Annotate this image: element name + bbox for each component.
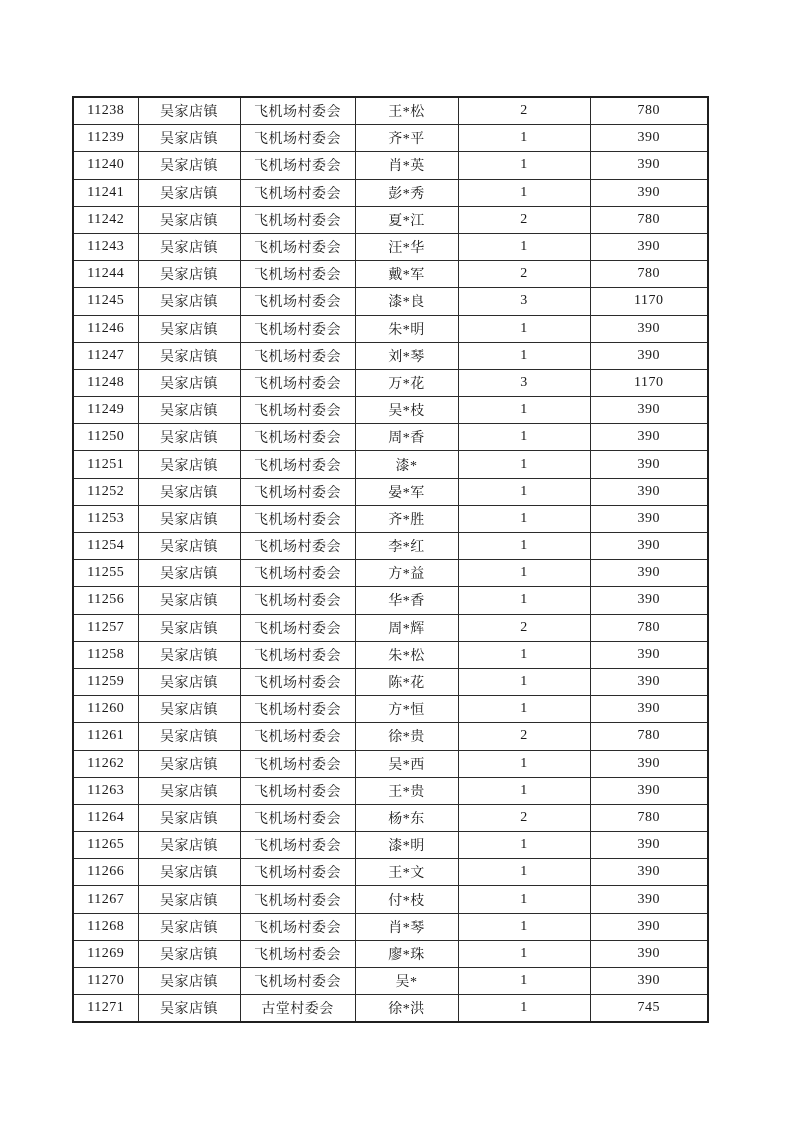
cell-town: 吴家店镇 (138, 505, 240, 532)
cell-serial-number: 11267 (73, 886, 138, 913)
cell-amount: 780 (590, 804, 708, 831)
cell-village-committee: 飞机场村委会 (240, 886, 355, 913)
cell-masked-name: 齐*平 (355, 125, 458, 152)
table-row (73, 97, 708, 125)
cell-amount: 390 (590, 859, 708, 886)
cell-count: 1 (458, 125, 590, 152)
cell-serial-number: 11265 (73, 832, 138, 859)
cell-village-committee: 飞机场村委会 (240, 179, 355, 206)
cell-serial-number: 11242 (73, 206, 138, 233)
cell-village-committee: 飞机场村委会 (240, 859, 355, 886)
cell-town: 吴家店镇 (138, 369, 240, 396)
cell-masked-name: 晏*军 (355, 478, 458, 505)
cell-serial-number: 11246 (73, 315, 138, 342)
cell-serial-number: 11268 (73, 913, 138, 940)
cell-village-committee: 飞机场村委会 (240, 750, 355, 777)
cell-serial-number: 11248 (73, 369, 138, 396)
cell-town: 吴家店镇 (138, 342, 240, 369)
cell-count: 1 (458, 451, 590, 478)
cell-amount: 1170 (590, 369, 708, 396)
cell-masked-name: 陈*花 (355, 668, 458, 695)
cell-amount: 390 (590, 315, 708, 342)
table-row (73, 505, 708, 532)
cell-amount: 390 (590, 832, 708, 859)
cell-serial-number: 11269 (73, 940, 138, 967)
cell-serial-number: 11244 (73, 261, 138, 288)
cell-serial-number: 11263 (73, 777, 138, 804)
cell-village-committee: 飞机场村委会 (240, 206, 355, 233)
table-row (73, 587, 708, 614)
cell-count: 1 (458, 560, 590, 587)
cell-village-committee: 飞机场村委会 (240, 641, 355, 668)
table-row (73, 668, 708, 695)
table-body (73, 97, 708, 1022)
cell-village-committee: 飞机场村委会 (240, 804, 355, 831)
cell-serial-number: 11266 (73, 859, 138, 886)
cell-amount: 390 (590, 968, 708, 995)
cell-amount: 390 (590, 478, 708, 505)
cell-masked-name: 齐*胜 (355, 505, 458, 532)
cell-count: 1 (458, 342, 590, 369)
table-row (73, 777, 708, 804)
cell-serial-number: 11256 (73, 587, 138, 614)
cell-serial-number: 11271 (73, 995, 138, 1023)
cell-serial-number: 11254 (73, 533, 138, 560)
cell-town: 吴家店镇 (138, 859, 240, 886)
cell-serial-number: 11239 (73, 125, 138, 152)
table-row (73, 179, 708, 206)
cell-town: 吴家店镇 (138, 288, 240, 315)
cell-town: 吴家店镇 (138, 641, 240, 668)
cell-serial-number: 11251 (73, 451, 138, 478)
cell-town: 吴家店镇 (138, 206, 240, 233)
cell-amount: 390 (590, 152, 708, 179)
cell-masked-name: 廖*珠 (355, 940, 458, 967)
cell-count: 2 (458, 261, 590, 288)
cell-count: 1 (458, 696, 590, 723)
table-row (73, 641, 708, 668)
cell-count: 3 (458, 288, 590, 315)
cell-masked-name: 付*枝 (355, 886, 458, 913)
cell-village-committee: 飞机场村委会 (240, 614, 355, 641)
cell-town: 吴家店镇 (138, 125, 240, 152)
cell-amount: 1170 (590, 288, 708, 315)
cell-count: 1 (458, 587, 590, 614)
cell-amount: 390 (590, 913, 708, 940)
cell-masked-name: 方*恒 (355, 696, 458, 723)
cell-town: 吴家店镇 (138, 668, 240, 695)
table-row (73, 804, 708, 831)
cell-masked-name: 朱*明 (355, 315, 458, 342)
cell-village-committee: 飞机场村委会 (240, 777, 355, 804)
cell-amount: 390 (590, 750, 708, 777)
cell-count: 1 (458, 668, 590, 695)
table-row (73, 424, 708, 451)
cell-masked-name: 徐*洪 (355, 995, 458, 1023)
cell-serial-number: 11253 (73, 505, 138, 532)
cell-village-committee: 飞机场村委会 (240, 152, 355, 179)
table-row (73, 968, 708, 995)
cell-count: 2 (458, 206, 590, 233)
cell-amount: 390 (590, 233, 708, 260)
cell-masked-name: 汪*华 (355, 233, 458, 260)
cell-count: 1 (458, 152, 590, 179)
cell-amount: 390 (590, 886, 708, 913)
cell-amount: 390 (590, 668, 708, 695)
cell-village-committee: 飞机场村委会 (240, 342, 355, 369)
cell-count: 1 (458, 533, 590, 560)
cell-count: 2 (458, 804, 590, 831)
cell-amount: 780 (590, 614, 708, 641)
cell-amount: 390 (590, 940, 708, 967)
cell-amount: 390 (590, 451, 708, 478)
table-row (73, 152, 708, 179)
cell-masked-name: 肖*英 (355, 152, 458, 179)
cell-amount: 390 (590, 505, 708, 532)
cell-town: 吴家店镇 (138, 587, 240, 614)
cell-town: 吴家店镇 (138, 696, 240, 723)
cell-town: 吴家店镇 (138, 832, 240, 859)
table-row (73, 859, 708, 886)
cell-village-committee: 飞机场村委会 (240, 261, 355, 288)
cell-serial-number: 11261 (73, 723, 138, 750)
cell-masked-name: 王*文 (355, 859, 458, 886)
cell-count: 1 (458, 777, 590, 804)
cell-masked-name: 朱*松 (355, 641, 458, 668)
cell-count: 1 (458, 478, 590, 505)
cell-village-committee: 飞机场村委会 (240, 451, 355, 478)
cell-amount: 390 (590, 424, 708, 451)
cell-town: 吴家店镇 (138, 424, 240, 451)
cell-town: 吴家店镇 (138, 886, 240, 913)
cell-village-committee: 飞机场村委会 (240, 940, 355, 967)
cell-town: 吴家店镇 (138, 777, 240, 804)
cell-town: 吴家店镇 (138, 995, 240, 1023)
cell-town: 吴家店镇 (138, 968, 240, 995)
cell-masked-name: 吴* (355, 968, 458, 995)
cell-count: 1 (458, 641, 590, 668)
cell-village-committee: 飞机场村委会 (240, 97, 355, 125)
cell-masked-name: 王*贵 (355, 777, 458, 804)
cell-serial-number: 11252 (73, 478, 138, 505)
cell-amount: 390 (590, 641, 708, 668)
cell-masked-name: 华*香 (355, 587, 458, 614)
cell-masked-name: 王*松 (355, 97, 458, 125)
cell-amount: 780 (590, 206, 708, 233)
cell-serial-number: 11259 (73, 668, 138, 695)
cell-village-committee: 飞机场村委会 (240, 315, 355, 342)
table-row (73, 696, 708, 723)
cell-village-committee: 飞机场村委会 (240, 668, 355, 695)
cell-count: 1 (458, 995, 590, 1023)
cell-serial-number: 11247 (73, 342, 138, 369)
cell-town: 吴家店镇 (138, 750, 240, 777)
table-row (73, 125, 708, 152)
records-table (72, 96, 709, 1023)
cell-masked-name: 吴*枝 (355, 397, 458, 424)
cell-serial-number: 11264 (73, 804, 138, 831)
cell-amount: 390 (590, 777, 708, 804)
cell-count: 1 (458, 886, 590, 913)
table-row (73, 940, 708, 967)
table-row (73, 233, 708, 260)
cell-masked-name: 方*益 (355, 560, 458, 587)
cell-village-committee: 飞机场村委会 (240, 587, 355, 614)
cell-village-committee: 飞机场村委会 (240, 968, 355, 995)
cell-serial-number: 11255 (73, 560, 138, 587)
cell-town: 吴家店镇 (138, 533, 240, 560)
cell-count: 1 (458, 233, 590, 260)
cell-town: 吴家店镇 (138, 152, 240, 179)
cell-village-committee: 飞机场村委会 (240, 696, 355, 723)
cell-amount: 745 (590, 995, 708, 1023)
cell-village-committee: 飞机场村委会 (240, 233, 355, 260)
cell-count: 1 (458, 505, 590, 532)
cell-count: 1 (458, 315, 590, 342)
cell-serial-number: 11240 (73, 152, 138, 179)
cell-count: 1 (458, 397, 590, 424)
cell-town: 吴家店镇 (138, 614, 240, 641)
cell-masked-name: 周*香 (355, 424, 458, 451)
cell-town: 吴家店镇 (138, 804, 240, 831)
table-row (73, 451, 708, 478)
cell-amount: 390 (590, 696, 708, 723)
cell-town: 吴家店镇 (138, 179, 240, 206)
cell-masked-name: 漆*明 (355, 832, 458, 859)
cell-town: 吴家店镇 (138, 478, 240, 505)
cell-count: 1 (458, 913, 590, 940)
cell-town: 吴家店镇 (138, 315, 240, 342)
cell-serial-number: 11241 (73, 179, 138, 206)
cell-masked-name: 肖*琴 (355, 913, 458, 940)
cell-count: 1 (458, 424, 590, 451)
cell-serial-number: 11249 (73, 397, 138, 424)
cell-serial-number: 11258 (73, 641, 138, 668)
cell-amount: 390 (590, 587, 708, 614)
table-row (73, 288, 708, 315)
table-row (73, 342, 708, 369)
cell-count: 1 (458, 940, 590, 967)
cell-serial-number: 11270 (73, 968, 138, 995)
cell-masked-name: 李*红 (355, 533, 458, 560)
table-row (73, 369, 708, 396)
table-row (73, 533, 708, 560)
cell-town: 吴家店镇 (138, 913, 240, 940)
cell-serial-number: 11260 (73, 696, 138, 723)
cell-town: 吴家店镇 (138, 261, 240, 288)
cell-town: 吴家店镇 (138, 233, 240, 260)
cell-serial-number: 11250 (73, 424, 138, 451)
table-row (73, 913, 708, 940)
cell-masked-name: 杨*东 (355, 804, 458, 831)
table-row (73, 261, 708, 288)
cell-amount: 390 (590, 533, 708, 560)
cell-town: 吴家店镇 (138, 940, 240, 967)
table-row (73, 832, 708, 859)
cell-serial-number: 11257 (73, 614, 138, 641)
cell-count: 2 (458, 614, 590, 641)
cell-village-committee: 飞机场村委会 (240, 397, 355, 424)
cell-masked-name: 吴*西 (355, 750, 458, 777)
cell-town: 吴家店镇 (138, 723, 240, 750)
cell-count: 2 (458, 97, 590, 125)
table-row (73, 560, 708, 587)
cell-village-committee: 飞机场村委会 (240, 560, 355, 587)
cell-amount: 780 (590, 97, 708, 125)
cell-amount: 780 (590, 261, 708, 288)
cell-count: 3 (458, 369, 590, 396)
table-row (73, 397, 708, 424)
cell-count: 1 (458, 179, 590, 206)
cell-masked-name: 漆* (355, 451, 458, 478)
cell-village-committee: 飞机场村委会 (240, 369, 355, 396)
cell-serial-number: 11243 (73, 233, 138, 260)
cell-village-committee: 飞机场村委会 (240, 533, 355, 560)
table-row (73, 614, 708, 641)
cell-village-committee: 古堂村委会 (240, 995, 355, 1023)
cell-masked-name: 夏*江 (355, 206, 458, 233)
table-row (73, 995, 708, 1023)
cell-amount: 390 (590, 560, 708, 587)
cell-count: 2 (458, 723, 590, 750)
cell-village-committee: 飞机场村委会 (240, 424, 355, 451)
cell-amount: 390 (590, 179, 708, 206)
cell-village-committee: 飞机场村委会 (240, 723, 355, 750)
cell-masked-name: 漆*良 (355, 288, 458, 315)
table-row (73, 723, 708, 750)
table-row (73, 206, 708, 233)
cell-town: 吴家店镇 (138, 397, 240, 424)
cell-count: 1 (458, 750, 590, 777)
cell-amount: 390 (590, 125, 708, 152)
cell-village-committee: 飞机场村委会 (240, 125, 355, 152)
cell-amount: 390 (590, 397, 708, 424)
cell-count: 1 (458, 832, 590, 859)
cell-town: 吴家店镇 (138, 560, 240, 587)
cell-town: 吴家店镇 (138, 451, 240, 478)
cell-village-committee: 飞机场村委会 (240, 832, 355, 859)
cell-amount: 390 (590, 342, 708, 369)
cell-count: 1 (458, 859, 590, 886)
cell-masked-name: 周*辉 (355, 614, 458, 641)
cell-village-committee: 飞机场村委会 (240, 505, 355, 532)
cell-count: 1 (458, 968, 590, 995)
cell-masked-name: 刘*琴 (355, 342, 458, 369)
cell-village-committee: 飞机场村委会 (240, 478, 355, 505)
cell-village-committee: 飞机场村委会 (240, 913, 355, 940)
cell-masked-name: 戴*军 (355, 261, 458, 288)
cell-village-committee: 飞机场村委会 (240, 288, 355, 315)
cell-serial-number: 11238 (73, 97, 138, 125)
table-row (73, 750, 708, 777)
table-row (73, 478, 708, 505)
cell-masked-name: 彭*秀 (355, 179, 458, 206)
cell-amount: 780 (590, 723, 708, 750)
table-row (73, 315, 708, 342)
cell-serial-number: 11262 (73, 750, 138, 777)
cell-serial-number: 11245 (73, 288, 138, 315)
cell-masked-name: 万*花 (355, 369, 458, 396)
table-row (73, 886, 708, 913)
cell-masked-name: 徐*贵 (355, 723, 458, 750)
cell-town: 吴家店镇 (138, 97, 240, 125)
